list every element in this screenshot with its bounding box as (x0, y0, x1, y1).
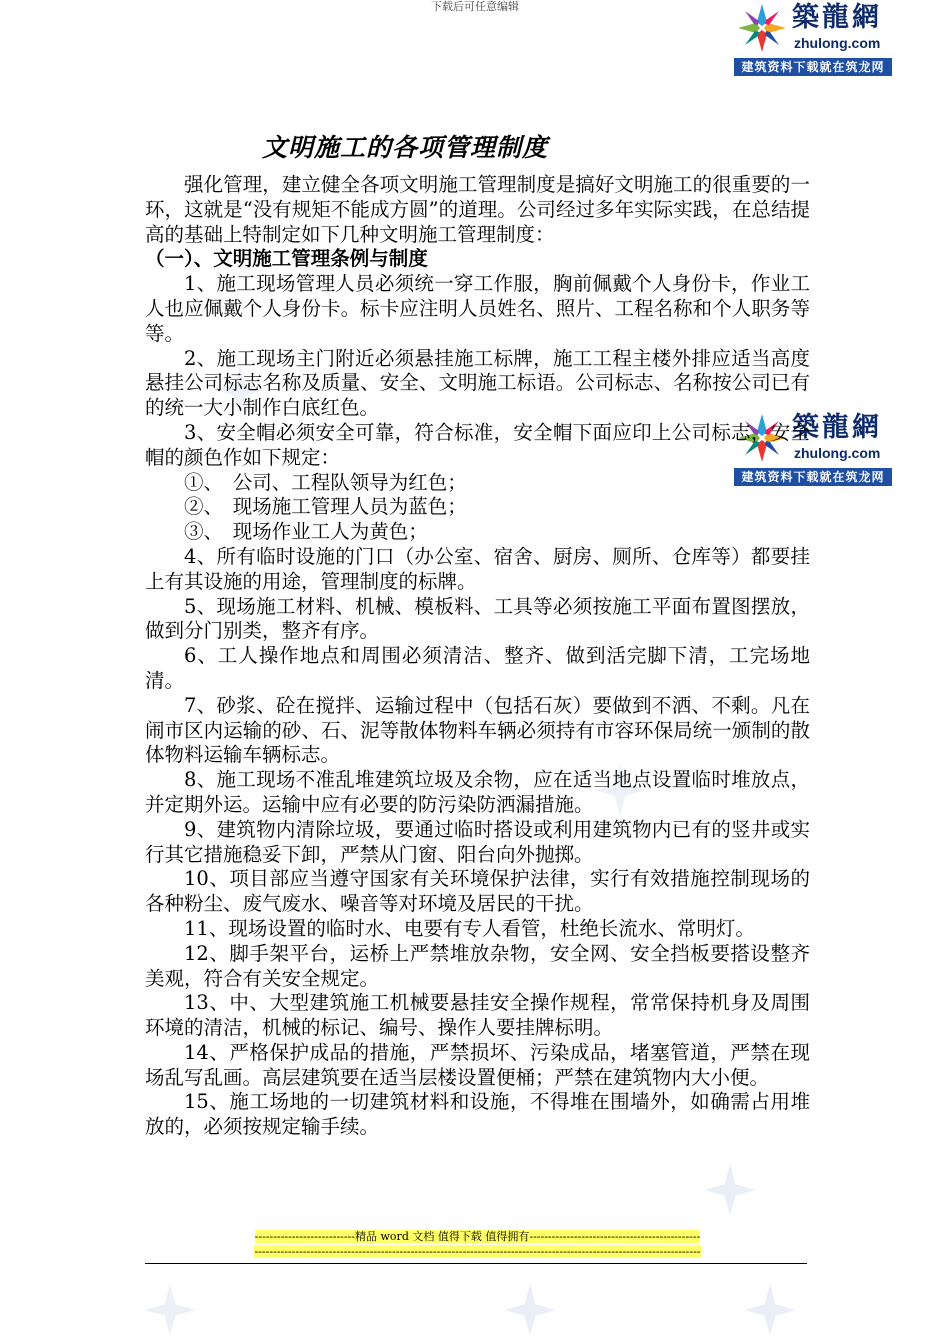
paragraph: 10、项目部应当遵守国家有关环境保护法律，实行有效措施控制现场的各种粉尘、废气废水、噪音等对环境及居民的干扰。 (145, 867, 810, 916)
logo-slogan: 建筑资料下载就在筑龙网 (734, 468, 892, 486)
logo-slogan: 建筑资料下载就在筑龙网 (734, 58, 892, 76)
logo-name: 築龍網 (792, 412, 882, 443)
footer-line-1 (145, 1230, 810, 1244)
paragraph: 11、现场设置的临时水、电要有专人看管，杜绝长流水、常明灯。 (184, 916, 755, 940)
document-title: 文明施工的各项管理制度 (262, 133, 549, 162)
paragraph: 4、所有临时设施的门口（办公室、宿舍、厨房、厕所、仓库等）都要挂上有其设施的用途，管理制度的标牌。 (145, 544, 810, 593)
paragraph: 14、严格保护成品的措施，严禁损坏、污染成品，堵塞管道，严禁在现场乱写乱画。高层建筑要在适当层楼设置便桶；严禁在建筑物内大小便。 (145, 1040, 810, 1089)
list-item: ①、 公司、工程队领导为红色； (184, 470, 467, 494)
watermark-icon (140, 1280, 200, 1340)
paragraph: 5、现场施工材料、机械、模板料、工具等必须按施工平面布置图摆放，做到分门别类，整齐有序。 (145, 594, 810, 643)
paragraph: 15、施工场地的一切建筑材料和设施，不得堆在围墙外，如确需占用堆放的，必须按规定输手续。 (145, 1090, 810, 1139)
paragraph: 6、工人操作地点和周围必须清洁、整齐、做到活完脚下清，工完场地清。 (145, 644, 810, 692)
paragraph: 12、脚手架平台，运桥上严禁堆放杂物，安全网、安全挡板要搭设整齐美观，符合有关安全规定。 (145, 941, 810, 990)
watermark-icon (500, 1280, 560, 1340)
paragraph: 1、施工现场管理人员必须统一穿工作服，胸前佩戴个人身份卡，作业工人也应佩戴个人身份卡。标卡应注明人员姓名、照片、工程名称和个人职务等等。 (145, 272, 810, 345)
list-item: ②、 现场施工管理人员为蓝色； (184, 495, 467, 519)
footer-rule (145, 1263, 807, 1264)
paragraph: 强化管理，建立健全各项文明施工管理制度是搞好文明施工的很重要的一环，这就是“没有规矩不能成方圆”的道理。公司经过多年实际实践，在总结提高的基础上特制定如下几种文明施工管理制度： (145, 173, 810, 246)
paragraph: 13、中、大型建筑施工机械要悬挂安全操作规程，常常保持机身及周围环境的清洁，机械的标记、编号、操作人要挂牌标明。 (145, 991, 810, 1040)
logo-domain: zhulong.com (794, 445, 881, 461)
paragraph: 2、施工现场主门附近必须悬挂施工标牌，施工工程主楼外排应适当高度悬挂公司标志名称及质量、安全、文明施工标语。公司标志、名称按公司已有的统一大小制作白底红色。 (145, 346, 810, 420)
section-heading: （一）、文明施工管理条例与制度 (145, 247, 428, 271)
list-item: ③、 现场作业工人为黄色； (184, 520, 428, 544)
header-note: 下载后可任意编辑 (431, 0, 519, 13)
paragraph: 3、安全帽必须安全可靠，符合标准，安全帽下面应印上公司标志，安全帽的颜色作如下规定： (145, 420, 810, 469)
paragraph: 9、建筑物内清除垃圾，要通过临时搭设或利用建筑物内已有的竖井或实行其它措施稳妥下卸，严禁从门窗、阳台向外抛掷。 (145, 817, 810, 866)
zhulong-logo[interactable] (734, 0, 892, 76)
logo-domain: zhulong.com (794, 35, 881, 51)
footer-line-2 (145, 1245, 810, 1259)
footer-text: ---------------------------精品 word 文档 值得下载 值得拥有---------------------------------------------- (254, 1230, 701, 1243)
document-body (145, 173, 810, 1140)
snowflake-logo-icon (736, 2, 788, 54)
paragraph: 8、施工现场不准乱堆建筑垃圾及余物，应在适当地点设置临时堆放点，并定期外运。运输中应有必要的防污染防洒漏措施。 (145, 768, 810, 816)
logo-name: 築龍網 (792, 2, 882, 33)
paragraph: 7、砂浆、砼在搅拌、运输过程中（包括石灰）要做到不洒、不剩。凡在闹市区内运输的砂、石、泥等散体物料车辆必须持有市容环保局统一颁制的散体物料运输车辆标志。 (145, 693, 810, 767)
footer-dashes: ------------------------------------------------------------------------------------------------------------------------ (254, 1245, 701, 1258)
watermark-icon (740, 1280, 800, 1340)
watermark-icon (700, 1160, 760, 1220)
